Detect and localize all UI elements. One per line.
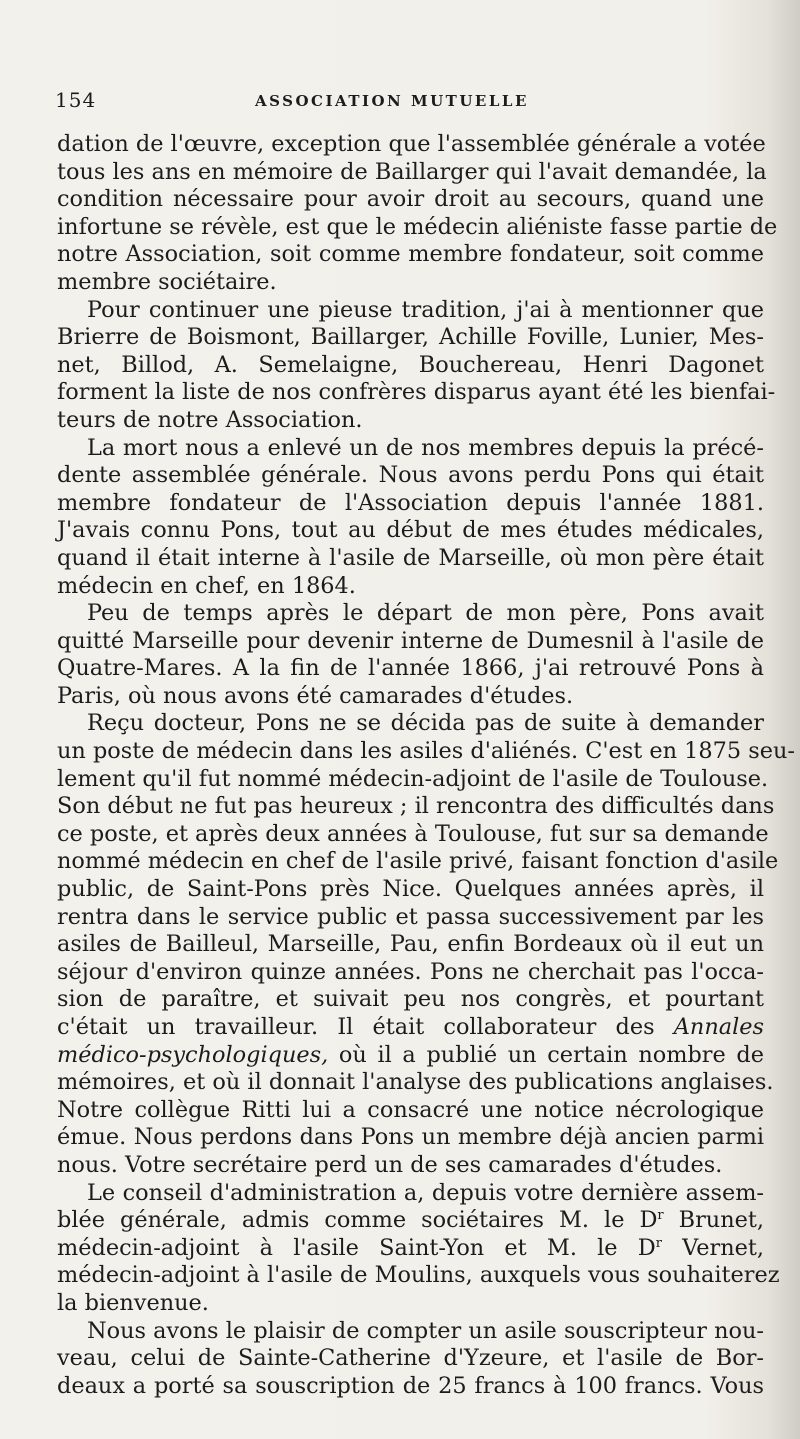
text-line [57,213,778,242]
line-text: c'était un travailleur. Il était collaborateur des [57,1014,655,1040]
text-line [57,1152,764,1180]
line-text: Paris, où nous avons été camarades d'études. [57,682,574,709]
text-line [57,848,779,876]
text-line [57,710,764,738]
line-text: tous les ans en mémoire de Baillarger qui l'avait demandée, la [57,158,767,185]
page-header [55,88,755,118]
text-line [57,765,769,794]
text-line [57,1180,764,1208]
text-line [57,545,764,573]
text-line [57,820,769,849]
superscript: r [655,1235,662,1251]
text-line [57,1124,764,1152]
text-line [57,462,764,490]
line-text: infortune se révèle, est que le médecin aliéniste fasse partie de [57,213,778,240]
line-text: public, de Saint-Pons près Nice. Quelques années après, il [57,876,764,903]
text-line [57,876,764,904]
text-line [57,1207,764,1235]
italic-text: Annales [673,1014,765,1040]
text-line [57,1373,764,1401]
line-text: un poste de médecin dans les asiles d'aliénés. C'est en 1875 seu- [57,738,795,765]
text-line [57,517,764,545]
line-text: veau, celui de Sainte-Catherine d'Yzeure, et l'asile de Bor- [57,1345,764,1372]
line-text: rentra dans le service public et passa successivement par les [57,903,764,930]
text-line [57,738,795,766]
line-text: condition nécessaire pour avoir droit au secours, quand une [57,186,764,213]
line-text: blée générale, admis comme sociétaires M. le D [57,1207,658,1234]
line-text: nous. Votre secrétaire perd un de ses camarades d'études. [57,1151,723,1178]
text-line [57,655,764,683]
text-line [57,435,764,463]
line-text: Nous avons le plaisir de compter un asile souscripteur nou- [87,1317,764,1344]
text-line [57,959,764,987]
line-text: médecin-adjoint à l'asile Saint-Yon et M. le D [57,1234,656,1261]
line-text: dation de l'œuvre, exception que l'assemblée générale a votée [57,131,766,157]
line-text: net, Billod, A. Semelaigne, Bouchereau, Henri Dagonet [57,351,764,378]
line-text: médecin-adjoint à l'asile de Moulins, auxquels vous souhaiterez [57,1262,780,1289]
text-line [57,490,764,518]
running-title: ASSOCIATION MUTUELLE [255,92,529,110]
text-line [57,1042,764,1070]
line-text: émue. Nous perdons dans Pons un membre déjà ancien parmi [57,1124,764,1151]
text-line [57,904,764,932]
text-line [57,131,764,159]
line-tail: où il a publié un certain nombre de [328,1041,764,1068]
text-line [57,931,764,959]
text-line [57,324,764,352]
line-text: forment la liste de nos confrères disparus ayant été les bienfai- [57,379,776,406]
line-text: dente assemblée générale. Nous avons perdu Pons qui était [57,462,764,489]
line-text: Le conseil d'administration a, depuis votre dernière assem- [87,1179,764,1206]
line-text: Quatre-Mares. A la fin de l'année 1866, j'ai retrouvé Pons à [57,655,764,682]
text-line [57,352,764,380]
line-text: médecin en chef, en 1864. [57,572,356,599]
text-line [57,1290,764,1318]
text-line [57,407,764,435]
text-line [57,1097,764,1125]
line-text: la bienvenue. [57,1289,209,1316]
text-line [57,683,764,711]
line-text: séjour d'environ quinze années. Pons ne cherchait pas l'occa- [57,958,764,985]
text-line [57,1069,774,1097]
page-number: 154 [55,88,97,112]
line-text: La mort nous a enlevé un de nos membres depuis la précé- [87,434,764,461]
text-line [57,628,764,656]
line-text: teurs de notre Association. [57,406,363,433]
line-text: quand il était interne à l'asile de Marseille, où mon père était [57,544,764,571]
italic-text: médico-psychologiques, [57,1041,329,1068]
text-line [57,600,764,628]
text-line [57,1014,764,1042]
line-text: Notre collègue Ritti lui a consacré une notice nécrologique [57,1096,764,1123]
line-text: Reçu docteur, Pons ne se décida pas de suite à demander [87,710,764,737]
body-text [57,131,795,1400]
text-line [57,241,764,269]
line-text: Son début ne fut pas heureux ; il rencontra des difficultés dans [57,793,775,820]
line-text: Pour continuer une pieuse tradition, j'ai à mentionner que [87,296,764,323]
line-text: J'avais connu Pons, tout au début de mes études médicales, [57,517,764,544]
text-line [57,1345,764,1373]
line-text: quitté Marseille pour devenir interne de Dumesnil à l'asile de [57,627,764,654]
superscript: r [657,1208,664,1224]
text-line [57,158,767,187]
text-line [57,1318,764,1346]
line-text: mémoires, et où il donnait l'analyse des publications anglaises. [57,1069,774,1096]
line-text: asiles de Bailleul, Marseille, Pau, enfin Bordeaux où il eut un [57,931,764,958]
line-text: nommé médecin en chef de l'asile privé, faisant fonction d'asile [57,848,779,875]
line-tail: Brunet, [663,1207,764,1234]
line-text: membre fondateur de l'Association depuis l'année 1881. [57,489,764,516]
line-tail: Vernet, [661,1234,764,1261]
text-line [57,297,764,325]
text-line [57,793,775,821]
line-text: sion de paraître, et suivait peu nos congrès, et pourtant [57,986,764,1013]
line-text: Brierre de Boismont, Baillarger, Achille Foville, Lunier, Mes- [57,324,764,351]
line-text: ce poste, et après deux années à Toulouse, fut sur sa demande [57,820,769,847]
text-line [57,986,764,1014]
text-line [57,1262,780,1290]
line-text: Peu de temps après le départ de mon père, Pons avait [87,600,764,627]
line-text: membre sociétaire. [57,268,277,295]
text-line [57,573,764,601]
line-text: lement qu'il fut nommé médecin-adjoint de l'asile de Toulouse. [57,765,769,792]
line-text: notre Association, soit comme membre fondateur, soit comme [57,241,764,268]
text-line [57,269,764,297]
text-line [57,1235,764,1263]
text-line [57,186,764,214]
text-line [57,379,776,407]
line-text: deaux a porté sa souscription de 25 francs à 100 francs. Vous [57,1372,764,1399]
